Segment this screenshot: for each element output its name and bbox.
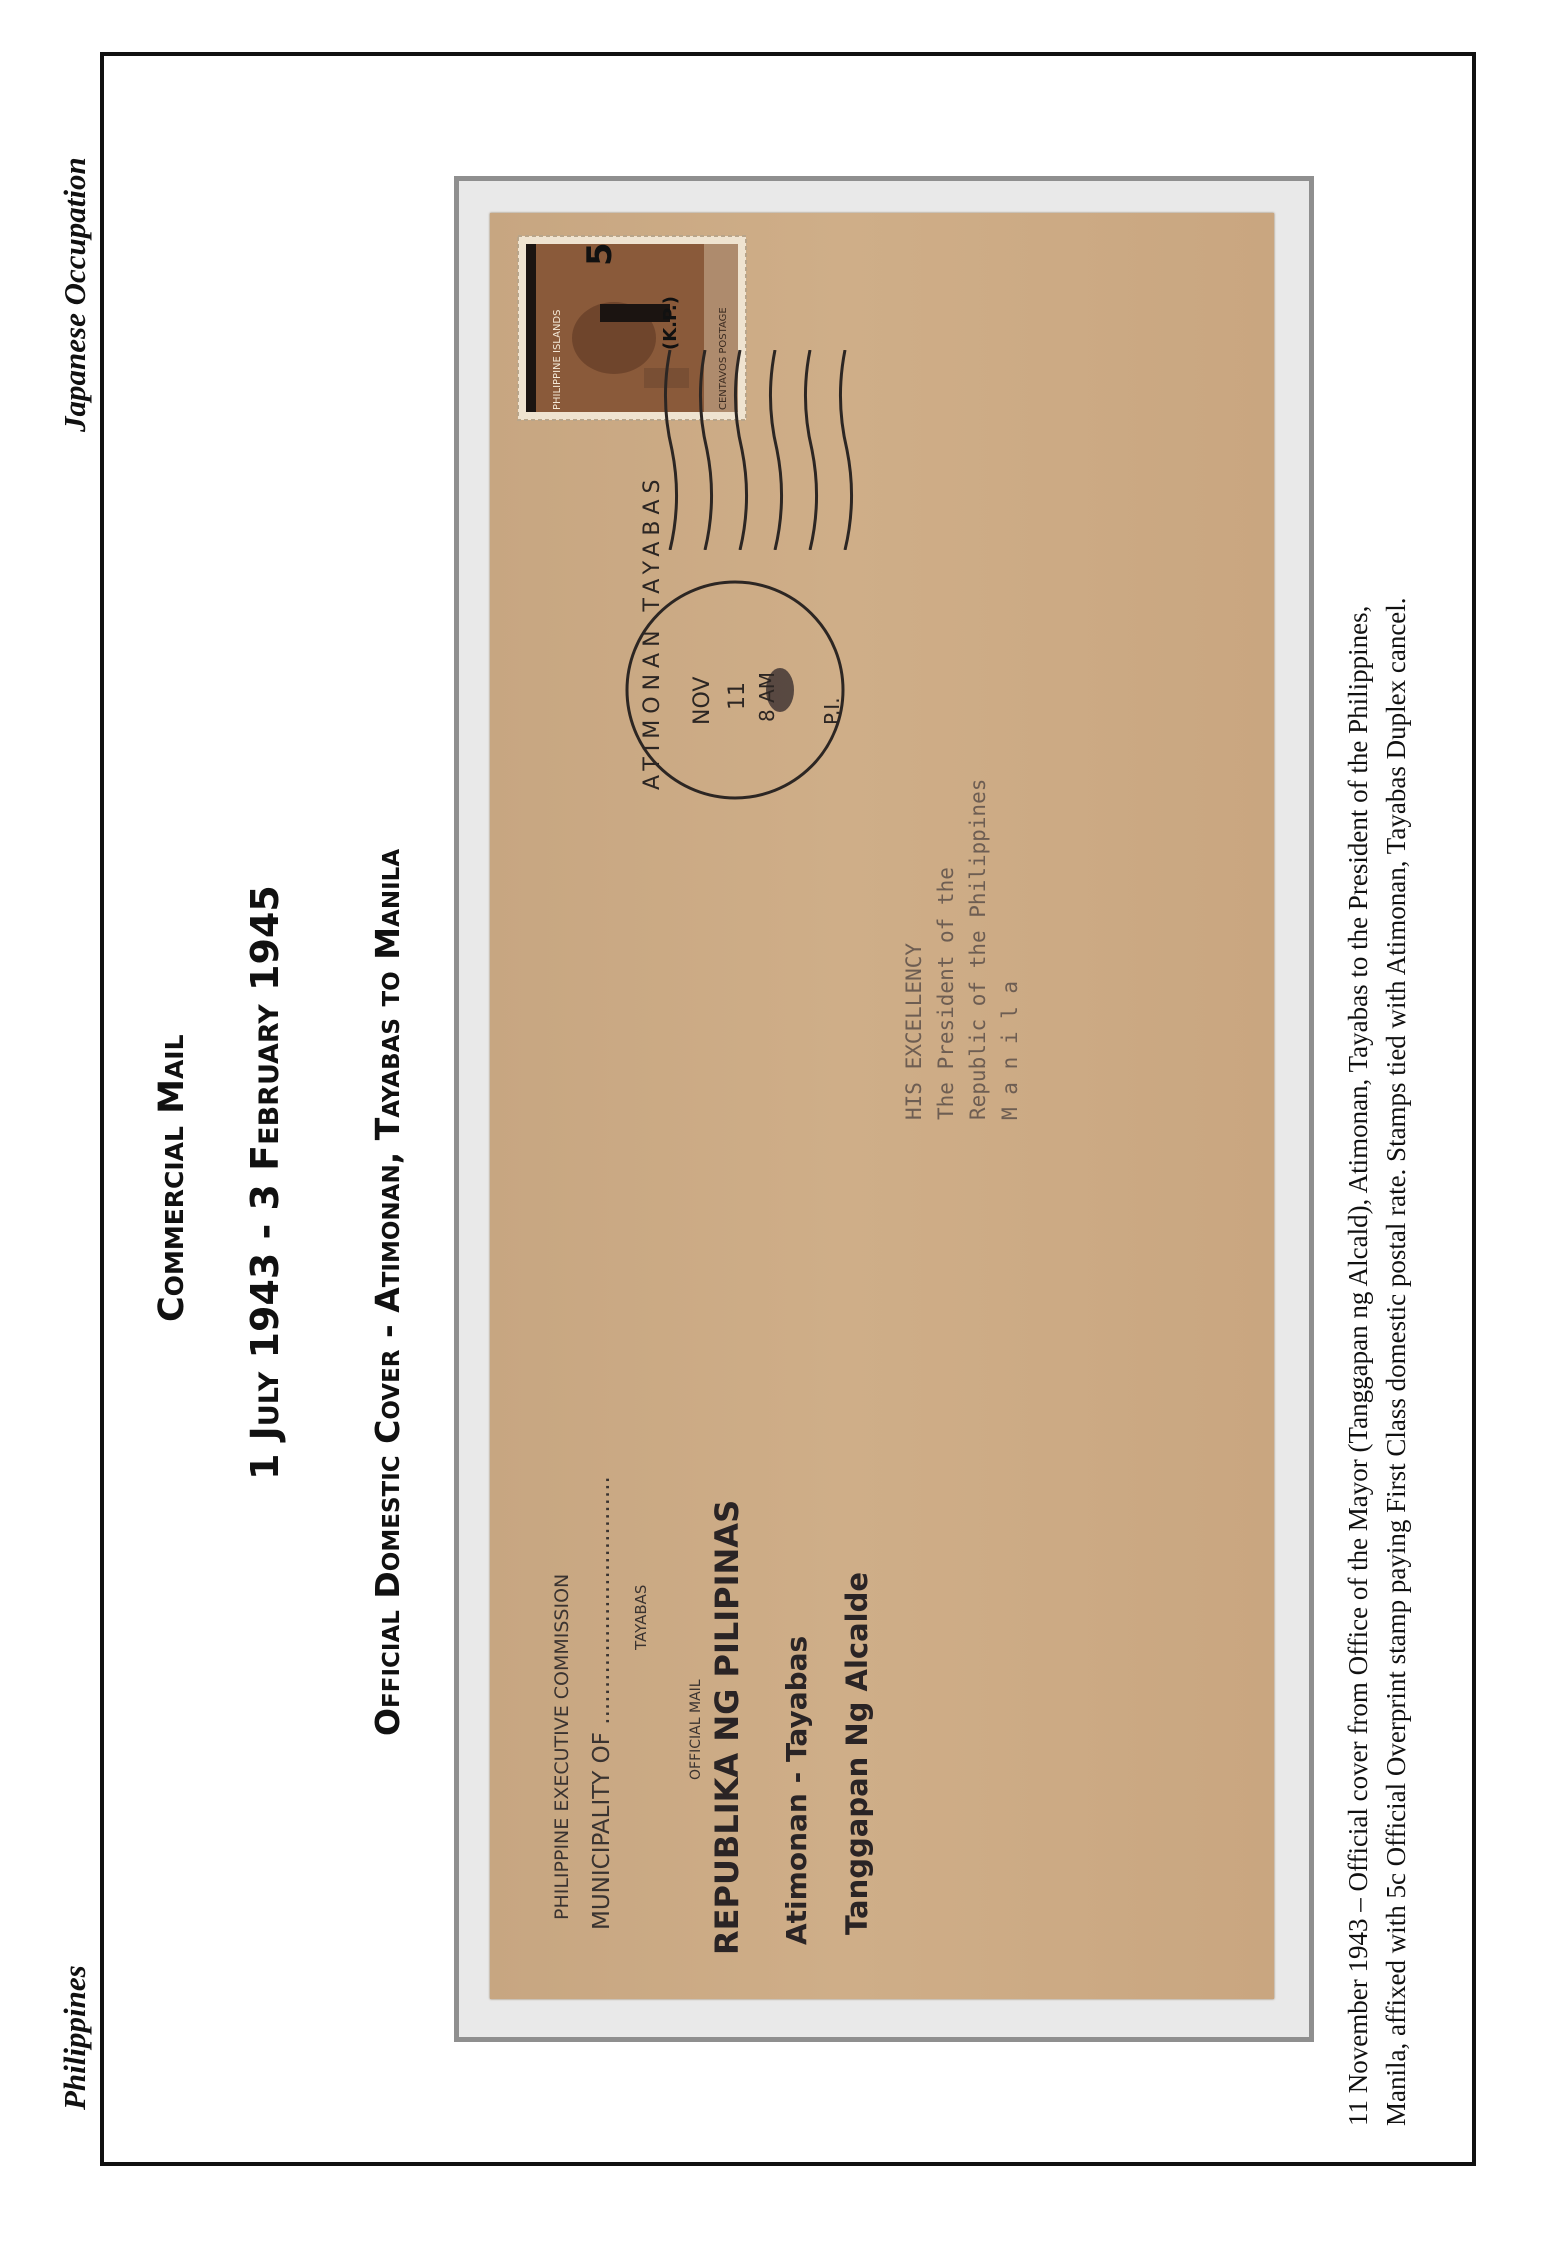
printed-province: TAYABAS [632, 1584, 650, 1650]
address-line-4: M a n i l a [998, 980, 1022, 1120]
country-label: Philippines [57, 1965, 92, 2110]
postmark-day: 11 [725, 682, 750, 710]
title-commercial-mail: Commercial Mail [152, 1034, 192, 1322]
title-cover-description: Official Domestic Cover - Atimonan, Tayabas to Manila [368, 848, 407, 1736]
postmark-town: ATIMONAN TAYABAS [640, 473, 665, 790]
section-label: Japanese Occupation [57, 157, 92, 432]
printed-commission: PHILIPPINE EXECUTIVE COMMISSION [551, 1573, 573, 1920]
postmark-time: 8 AM [755, 671, 779, 722]
caption-line-2: Manila, affixed with 5c Official Overprint stamp paying First Class domestic postal rate. Stamps tied with Atimonan, Tayabas Duplex cancel. [1381, 597, 1411, 2126]
stamp-value: 5 [580, 242, 620, 266]
printed-municipality: MUNICIPALITY OF .................................. [589, 1476, 615, 1930]
address-line-2: The President of the [934, 867, 958, 1120]
postmark-state: P.I. [820, 697, 844, 725]
handstamp-office: Tanggapan Ng Alcalde [840, 1571, 874, 1935]
printed-official-mail: OFFICIAL MAIL [688, 1679, 704, 1780]
title-date-range: 1 July 1943 - 3 February 1945 [243, 885, 287, 1480]
stamp-country-text: PHILIPPINE ISLANDS [552, 309, 563, 410]
postmark-month: NOV [690, 676, 715, 725]
address-line-3: Republic of the Philippines [966, 778, 990, 1120]
handstamp-town: Atimonan - Tayabas [780, 1635, 813, 1945]
address-line-1: HIS EXCELLENCY [902, 942, 926, 1120]
stamp-overprint: (K.P.) [660, 296, 681, 350]
handstamp-republic: REPUBLIKA NG PILIPINAS [708, 1499, 746, 1955]
stamp-postage-text: CENTAVOS POSTAGE [718, 307, 729, 410]
wavy-cancel-lines [650, 350, 860, 550]
caption-line-1: 11 November 1943 – Official cover from Office of the Mayor (Tanggapan ng Alcald), Atimonan, Tayabas to the President of the Philippines, [1343, 605, 1373, 2126]
